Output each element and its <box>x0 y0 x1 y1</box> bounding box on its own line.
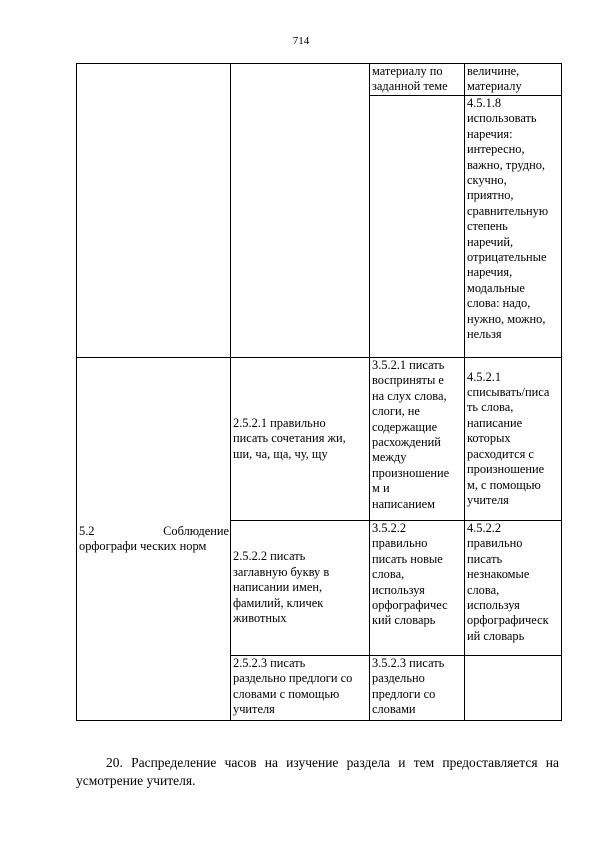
cell-line: которых <box>467 431 511 446</box>
cell-line: степень <box>467 219 508 234</box>
cell-line: словами с помощью <box>233 686 340 701</box>
cell-line: 3.5.2.2 <box>372 521 407 535</box>
cell-line: м, с помощью <box>467 477 541 492</box>
page-number: 714 <box>292 35 310 47</box>
section-title-cont: орфографи ческих норм <box>79 539 207 553</box>
cell-line: используя <box>372 582 425 597</box>
cell-line: расхождений <box>372 435 441 450</box>
cell-line: правильно <box>467 536 523 551</box>
cell-line: слова, <box>372 567 405 582</box>
cell-line: наречия, <box>467 265 513 280</box>
cell-line: материалу по <box>372 64 443 78</box>
cell-line: используя <box>467 598 520 613</box>
cell-line: заданной теме <box>372 79 448 94</box>
cell-line: сравнительную <box>467 203 549 218</box>
table-cell <box>465 358 562 521</box>
section-title: Соблюдение <box>163 523 229 538</box>
table-cell <box>370 358 465 521</box>
table-cell <box>370 521 465 656</box>
cell-line: наречия: <box>467 126 513 141</box>
table-cell <box>370 656 465 721</box>
table-cell <box>465 64 562 96</box>
cell-line: материалу <box>467 79 522 94</box>
table-row <box>77 64 562 96</box>
cell-line: скучно, <box>467 173 507 188</box>
table-cell-empty <box>370 96 465 358</box>
cell-line: написание <box>467 415 523 430</box>
cell-line: нельзя <box>467 327 502 342</box>
cell-line: написанием <box>372 496 435 511</box>
cell-line: между <box>372 450 407 465</box>
cell-line: 4.5.2.2 <box>467 521 502 535</box>
cell-line: орфографичес <box>372 598 448 613</box>
cell-line: ий словарь <box>467 628 525 643</box>
footer-paragraph <box>76 754 559 790</box>
table-cell <box>465 521 562 656</box>
cell-line: 3.5.2.1 писать <box>372 358 445 372</box>
table-row <box>77 358 562 521</box>
cell-line: раздельно <box>372 671 425 686</box>
cell-line: 3.5.2.3 писать <box>372 656 445 670</box>
table-cell <box>231 358 370 521</box>
table-cell-empty <box>77 64 231 358</box>
cell-line: незнакомые <box>467 567 530 582</box>
cell-line: заглавную букву в <box>233 564 330 579</box>
table-cell <box>231 521 370 656</box>
footer-paragraph-text: 20. Распределение часов на изучение раздела и тем предоставляется на усмотрение учителя. <box>76 754 559 788</box>
cell-line: писать <box>467 551 503 566</box>
cell-line: слоги, не <box>372 404 420 419</box>
cell-line: произношение <box>467 462 545 477</box>
cell-line: учителя <box>467 492 509 507</box>
cell-line: раздельно предлоги со <box>233 671 353 686</box>
section-cell <box>77 358 231 721</box>
table-cell-empty <box>231 64 370 358</box>
cell-line: фамилий, кличек <box>233 595 324 610</box>
cell-line: орфографическ <box>467 613 549 628</box>
cell-line: нужно, можно, <box>467 311 546 326</box>
cell-line: модальные <box>467 280 525 295</box>
cell-line: писать новые <box>372 551 443 566</box>
table-cell-empty <box>465 656 562 721</box>
cell-line: ши, ча, ща, чу, щу <box>233 446 328 461</box>
cell-line: правильно <box>372 536 428 551</box>
curriculum-table <box>76 63 562 721</box>
cell-line: 2.5.2.3 писать <box>233 656 306 670</box>
cell-line: написании имен, <box>233 580 323 595</box>
cell-line: животных <box>233 611 287 626</box>
cell-line: произношение <box>372 465 450 480</box>
cell-line: м и <box>372 481 390 496</box>
cell-line: интересно, <box>467 142 525 157</box>
cell-line: ть слова, <box>467 400 514 415</box>
cell-line: списывать/писа <box>467 385 550 400</box>
section-number: 5.2 <box>79 523 95 538</box>
cell-line: словами <box>372 702 416 717</box>
cell-line: кий словарь <box>372 613 436 628</box>
cell-line: содержащие <box>372 419 438 434</box>
table-cell <box>465 96 562 358</box>
cell-line: наречий, <box>467 234 514 249</box>
cell-line: приятно, <box>467 188 514 203</box>
cell-line: 2.5.2.1 правильно <box>233 415 326 430</box>
cell-line: учителя <box>233 702 275 717</box>
cell-line: слова: надо, <box>467 296 531 311</box>
cell-line: восприняты е <box>372 373 444 388</box>
cell-line: отрицательные <box>467 250 547 265</box>
cell-line: 4.5.2.1 <box>467 369 502 384</box>
cell-line: предлоги со <box>372 686 436 701</box>
cell-line: важно, трудно, <box>467 157 546 172</box>
cell-line: 4.5.1.8 <box>467 96 502 110</box>
section-heading-line <box>79 524 229 539</box>
cell-line: на слух слова, <box>372 388 447 403</box>
cell-line: использовать <box>467 111 537 126</box>
cell-line: слова, <box>467 582 500 597</box>
table-cell <box>370 64 465 96</box>
cell-line: расходится с <box>467 446 534 461</box>
table-cell <box>231 656 370 721</box>
cell-line: писать сочетания жи, <box>233 431 346 446</box>
cell-line: 2.5.2.2 писать <box>233 549 306 564</box>
cell-line: величине, <box>467 64 520 78</box>
